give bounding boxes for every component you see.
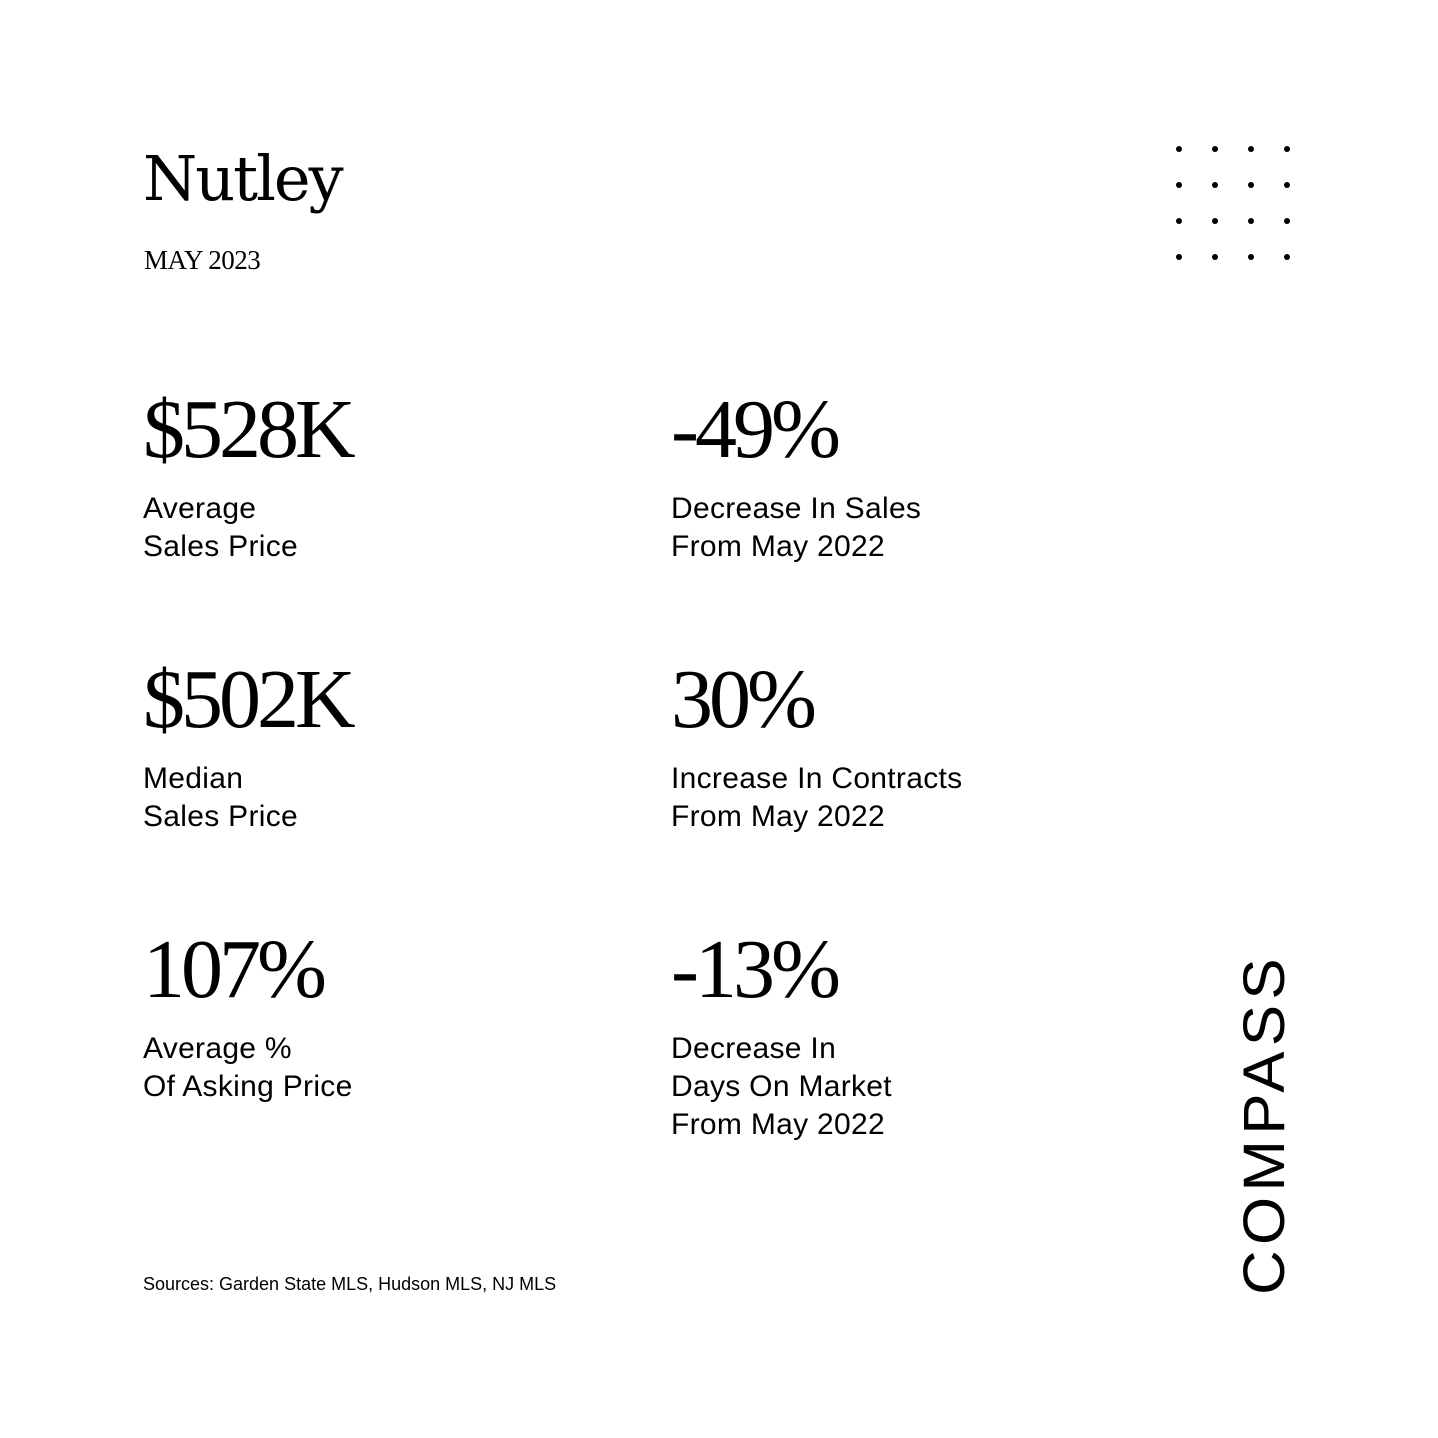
stat-label bbox=[143, 760, 352, 836]
dot bbox=[1176, 254, 1182, 260]
dot bbox=[1248, 146, 1254, 152]
stat-value: $502K bbox=[143, 653, 352, 746]
dot bbox=[1284, 254, 1290, 260]
stat-label-line: From May 2022 bbox=[671, 530, 885, 563]
dot-grid-icon bbox=[1176, 146, 1290, 260]
stat-days-on-market-change bbox=[671, 923, 892, 1144]
stat-median-sales-price bbox=[143, 653, 352, 836]
stat-label bbox=[671, 490, 921, 566]
dot bbox=[1212, 254, 1218, 260]
dot bbox=[1248, 254, 1254, 260]
dot bbox=[1248, 182, 1254, 188]
stat-value: -49% bbox=[671, 383, 837, 476]
stat-value: $528K bbox=[143, 383, 352, 476]
dot bbox=[1212, 218, 1218, 224]
logo-text: COMPASS bbox=[1232, 974, 1297, 1295]
dot bbox=[1176, 218, 1182, 224]
report-date: MAY 2023 bbox=[144, 245, 261, 275]
dot bbox=[1176, 146, 1182, 152]
dot bbox=[1248, 218, 1254, 224]
stat-label bbox=[671, 760, 962, 836]
stat-label-line: Sales Price bbox=[143, 530, 299, 563]
stat-label bbox=[143, 1030, 353, 1106]
stat-label bbox=[671, 1030, 892, 1144]
stat-label-line: Increase In Contracts bbox=[671, 762, 963, 795]
stat-sales-change bbox=[671, 383, 922, 566]
dot bbox=[1284, 182, 1290, 188]
stat-label-line: Sales Price bbox=[143, 800, 299, 833]
dot bbox=[1284, 146, 1290, 152]
stat-label-line: Median bbox=[143, 762, 244, 795]
stat-contracts-change bbox=[671, 653, 963, 836]
stat-label bbox=[143, 490, 352, 566]
stat-average-of-asking bbox=[143, 923, 353, 1106]
compass-logo bbox=[1232, 950, 1297, 1295]
stat-label-line: From May 2022 bbox=[671, 1108, 885, 1141]
stat-label-line: Days On Market bbox=[671, 1070, 892, 1103]
stat-label-line: Decrease In Sales bbox=[671, 492, 922, 525]
dot bbox=[1212, 146, 1218, 152]
stat-label-line: Of Asking Price bbox=[143, 1070, 353, 1103]
stat-label-line: Decrease In bbox=[671, 1032, 837, 1065]
stat-value: 30% bbox=[671, 653, 813, 746]
stat-value: 107% bbox=[143, 923, 323, 1016]
stat-average-sales-price bbox=[143, 383, 352, 566]
dot bbox=[1176, 182, 1182, 188]
stat-value: -13% bbox=[671, 923, 837, 1016]
stat-label-line: From May 2022 bbox=[671, 800, 885, 833]
sources-note: Sources: Garden State MLS, Hudson MLS, NJ MLS bbox=[143, 1274, 557, 1294]
stat-label-line: Average % bbox=[143, 1032, 292, 1065]
dot bbox=[1284, 218, 1290, 224]
dot bbox=[1212, 182, 1218, 188]
page-title: Nutley bbox=[143, 142, 342, 215]
stat-label-line: Average bbox=[143, 492, 257, 525]
